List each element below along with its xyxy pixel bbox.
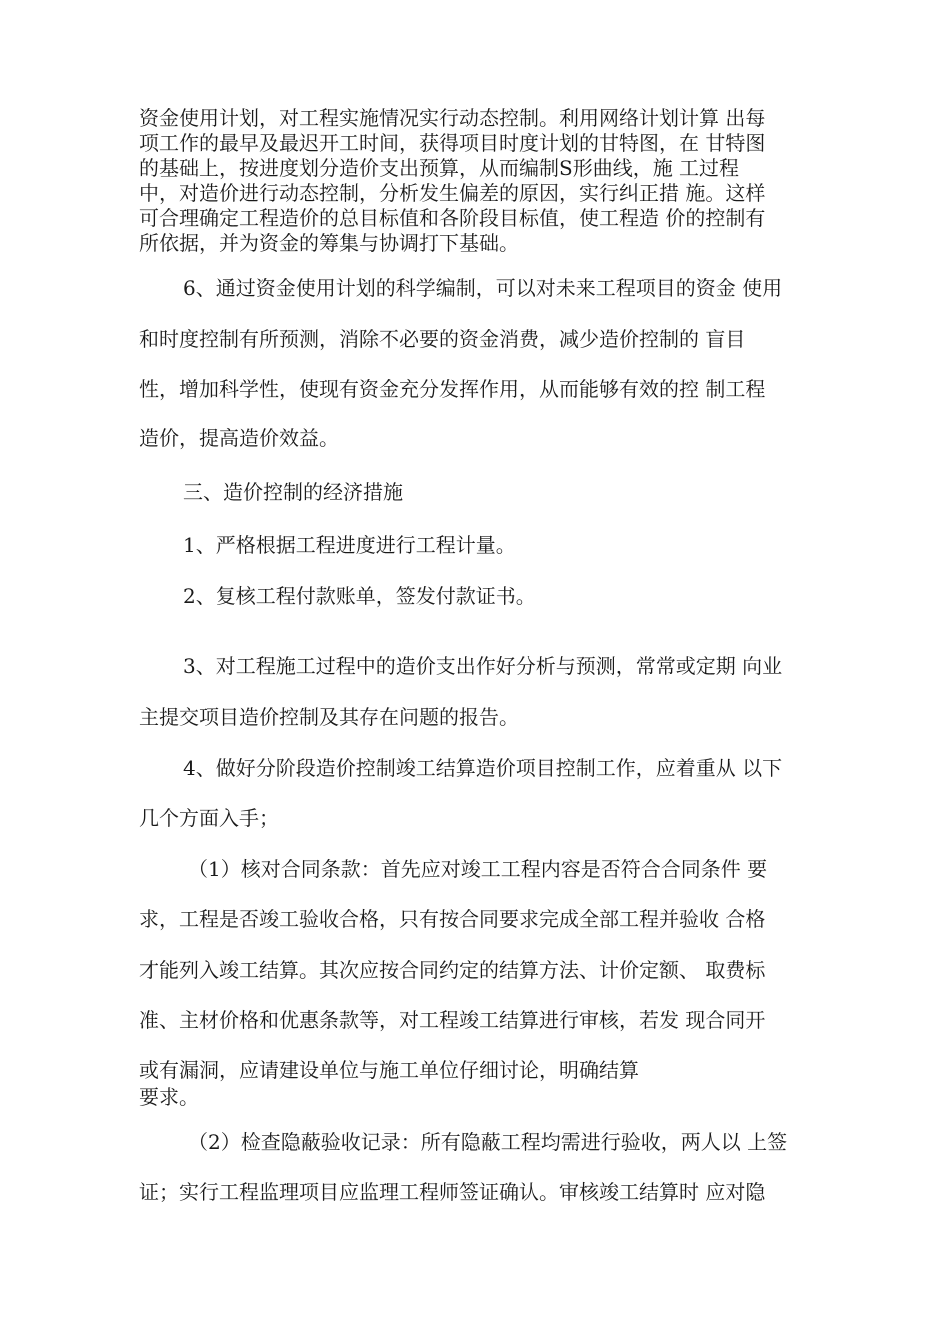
paragraph-line: 3、对工程施工过程中的造价支出作好分析与预测，常常或定期 向业 [183,654,783,678]
paragraph-line: 主提交项目造价控制及其存在问题的报告。 [139,705,519,729]
paragraph-line: 准、主材价格和优惠条款等，对工程竣工结算进行审核，若发 现合同开 [139,1008,766,1032]
paragraph-line: 所依据，并为资金的筹集与协调打下基础。 [139,231,519,255]
paragraph-line: 性，增加科学性，使现有资金充分发挥作用，从而能够有效的控 制工程 [139,377,766,401]
paragraph-line: 4、做好分阶段造价控制竣工结算造价项目控制工作，应着重从 以下 [183,756,783,780]
paragraph-line: 证；实行工程监理项目应监理工程师签证确认。审核竣工结算时 应对隐 [139,1180,766,1204]
paragraph-line: 或有漏洞，应请建设单位与施工单位仔细讨论，明确结算 [139,1058,639,1082]
paragraph-line: 才能列入竣工结算。其次应按合同约定的结算方法、计价定额、 取费标 [139,958,766,982]
paragraph-line: （2）检查隐蔽验收记录：所有隐蔽工程均需进行验收，两人以 上签 [188,1130,788,1154]
paragraph-line: 资金使用计划，对工程实施情况实行动态控制。利用网络计划计算 出每 [139,106,766,130]
paragraph-line: （1）核对合同条款：首先应对竣工工程内容是否符合合同条件 要 [188,857,768,881]
section-heading: 三、造价控制的经济措施 [183,480,403,504]
paragraph-line: 可合理确定工程造价的总目标值和各阶段目标值，使工程造 价的控制有 [139,206,766,230]
paragraph-line: 的基础上，按进度划分造价支出预算，从而编制S形曲线，施 工过程 [139,156,740,180]
paragraph-line: 和时度控制有所预测，消除不必要的资金消费，减少造价控制的 盲目 [139,327,746,351]
paragraph-line: 几个方面入手； [139,806,279,830]
list-item: 2、复核工程付款账单，签发付款证书。 [183,584,536,608]
list-item: 1、严格根据工程进度进行工程计量。 [183,533,516,557]
paragraph-line: 中，对造价进行动态控制，分析发生偏差的原因，实行纠正措 施。这样 [139,181,766,205]
paragraph-line: 求，工程是否竣工验收合格，只有按合同要求完成全部工程并验收 合格 [139,907,766,931]
paragraph-line: 项工作的最早及最迟开工时间，获得项目时度计划的甘特图，在 甘特图 [139,131,766,155]
paragraph-line: 6、通过资金使用计划的科学编制，可以对未来工程项目的资金 使用 [183,276,783,300]
paragraph-line: 造价，提高造价效益。 [139,426,339,450]
paragraph-line: 要求。 [139,1085,199,1109]
